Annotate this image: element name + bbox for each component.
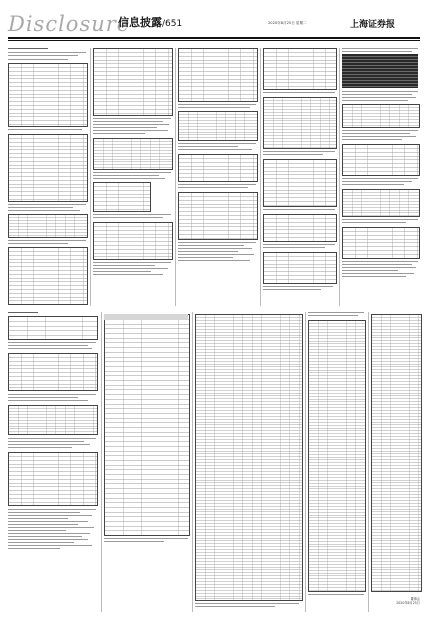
text-line [93, 265, 155, 266]
lower-column-2 [104, 310, 190, 610]
financial-table [308, 320, 366, 592]
text-line [263, 209, 335, 210]
upper-panel [0, 0, 428, 308]
financial-table [263, 97, 337, 149]
text-line [342, 219, 418, 220]
text-line [8, 345, 88, 346]
column-divider [305, 312, 306, 612]
financial-table [8, 316, 98, 340]
text-line [8, 243, 68, 244]
text-line [8, 509, 96, 510]
financial-table [371, 314, 422, 592]
text-line [8, 444, 90, 445]
text-line [263, 244, 335, 245]
text-line [178, 260, 250, 261]
text-line [178, 146, 238, 147]
financial-table [8, 214, 88, 238]
text-line [342, 48, 418, 49]
financial-table [8, 452, 98, 506]
text-line [93, 133, 145, 134]
text-line [178, 251, 238, 252]
text-line [342, 267, 416, 268]
text-line [178, 184, 256, 185]
issue-date: 2020年8月25日 星期二 [268, 21, 307, 25]
financial-table [104, 314, 190, 536]
text-line [93, 118, 171, 119]
lower-panel [0, 308, 428, 627]
text-line [263, 247, 325, 248]
text-line [8, 397, 78, 398]
text-line [8, 527, 94, 528]
financial-table [93, 182, 151, 212]
text-line [93, 268, 168, 269]
financial-table [342, 189, 420, 217]
text-line [342, 270, 398, 271]
upper-column-3 [178, 46, 258, 306]
text-line [342, 181, 412, 182]
signature-line-1: 董事会 [410, 597, 420, 601]
financial-table [8, 353, 98, 391]
text-line [8, 348, 92, 349]
text-line [195, 603, 299, 604]
text-line [308, 315, 358, 316]
financial-table [263, 214, 337, 242]
text-line [8, 530, 66, 531]
text-line [263, 151, 335, 152]
text-line [342, 222, 406, 223]
company-signature [371, 598, 420, 606]
text-line [8, 204, 86, 205]
text-line [93, 172, 171, 173]
text-line [8, 438, 96, 439]
text-line [104, 541, 164, 542]
text-line [178, 245, 244, 246]
text-line [8, 512, 80, 513]
upper-column-1 [8, 46, 88, 306]
financial-table [178, 111, 258, 141]
text-line [342, 273, 414, 274]
text-line [8, 129, 82, 130]
financial-table [8, 247, 88, 305]
column-divider [90, 48, 91, 306]
lower-column-4 [308, 310, 366, 610]
text-line [342, 276, 406, 277]
column-divider [192, 312, 193, 612]
signature-line-2: 2020年8月25日 [396, 600, 420, 605]
text-line [93, 214, 171, 215]
text-line [8, 518, 68, 519]
text-line [8, 536, 82, 537]
text-line [178, 248, 252, 249]
financial-table [263, 159, 337, 207]
financial-table [342, 144, 420, 176]
page-number: /651 [162, 19, 183, 29]
financial-table [8, 134, 88, 202]
text-line [93, 130, 168, 131]
text-line [342, 130, 418, 131]
text-line [195, 606, 275, 607]
text-line [178, 257, 233, 258]
newspaper-logo: 上海证券报 [350, 20, 396, 30]
text-line [178, 242, 256, 243]
text-line [93, 121, 163, 122]
text-line [178, 104, 256, 105]
text-line [8, 210, 80, 211]
financial-table [93, 48, 173, 116]
financial-table [8, 63, 88, 127]
text-line [104, 538, 188, 539]
lower-column-5 [371, 310, 421, 610]
text-line [342, 94, 412, 95]
text-line [8, 545, 92, 546]
financial-table [93, 222, 173, 260]
text-line [178, 187, 248, 188]
text-line [8, 447, 72, 448]
financial-table [342, 227, 420, 259]
financial-table [178, 48, 258, 102]
text-line [93, 178, 165, 179]
column-divider [260, 48, 261, 306]
text-line [93, 217, 163, 218]
text-line [342, 184, 404, 185]
text-line [8, 400, 88, 401]
text-line [308, 312, 364, 313]
text-line [8, 515, 92, 516]
text-line [263, 286, 333, 287]
text-line [342, 178, 418, 179]
financial-table [178, 192, 258, 240]
text-line [8, 542, 74, 543]
text-line [178, 254, 254, 255]
text-line [342, 264, 412, 265]
text-line [8, 240, 86, 241]
text-line [8, 441, 84, 442]
text-line [342, 139, 402, 140]
financial-table [342, 104, 420, 128]
highlight-text-block [342, 54, 418, 88]
text-line [342, 136, 416, 137]
column-divider [101, 312, 102, 612]
text-line [308, 594, 364, 595]
text-line [178, 143, 256, 144]
text-line [263, 154, 323, 155]
text-line [8, 539, 88, 540]
text-line [342, 51, 412, 52]
text-line [8, 394, 96, 395]
text-line [93, 274, 163, 275]
text-line [93, 271, 151, 272]
text-line [8, 312, 38, 313]
financial-table [8, 405, 98, 435]
text-line [93, 124, 169, 125]
financial-table [195, 314, 303, 601]
text-line [93, 262, 171, 263]
financial-table [263, 252, 337, 284]
text-line [342, 133, 410, 134]
text-line [8, 52, 86, 53]
financial-table [178, 154, 258, 182]
text-line [8, 48, 48, 49]
text-line [8, 521, 88, 522]
text-line [263, 289, 321, 290]
text-line [93, 127, 157, 128]
text-line [342, 97, 416, 98]
text-line [342, 100, 408, 101]
lower-column-3 [195, 310, 303, 610]
financial-table [93, 138, 173, 170]
upper-column-4 [263, 46, 337, 306]
text-line [8, 55, 78, 56]
text-line [178, 149, 252, 150]
table-header [104, 314, 188, 320]
text-line [8, 548, 60, 549]
text-line [8, 342, 96, 343]
section-word: Disclosure [8, 12, 131, 36]
text-line [93, 175, 159, 176]
text-line [178, 107, 250, 108]
section-title-cn: 信息披露 [118, 16, 162, 29]
upper-column-5 [342, 46, 420, 306]
text-line [263, 92, 335, 93]
column-divider [175, 48, 176, 306]
text-line [8, 524, 78, 525]
text-line [8, 533, 90, 534]
financial-table [263, 48, 337, 90]
column-divider [368, 312, 369, 612]
text-line [8, 59, 68, 60]
text-line [342, 261, 418, 262]
upper-column-2 [93, 46, 173, 306]
text-line [342, 91, 418, 92]
column-divider [339, 48, 340, 306]
text-line [8, 207, 73, 208]
lower-column-1 [8, 310, 98, 610]
